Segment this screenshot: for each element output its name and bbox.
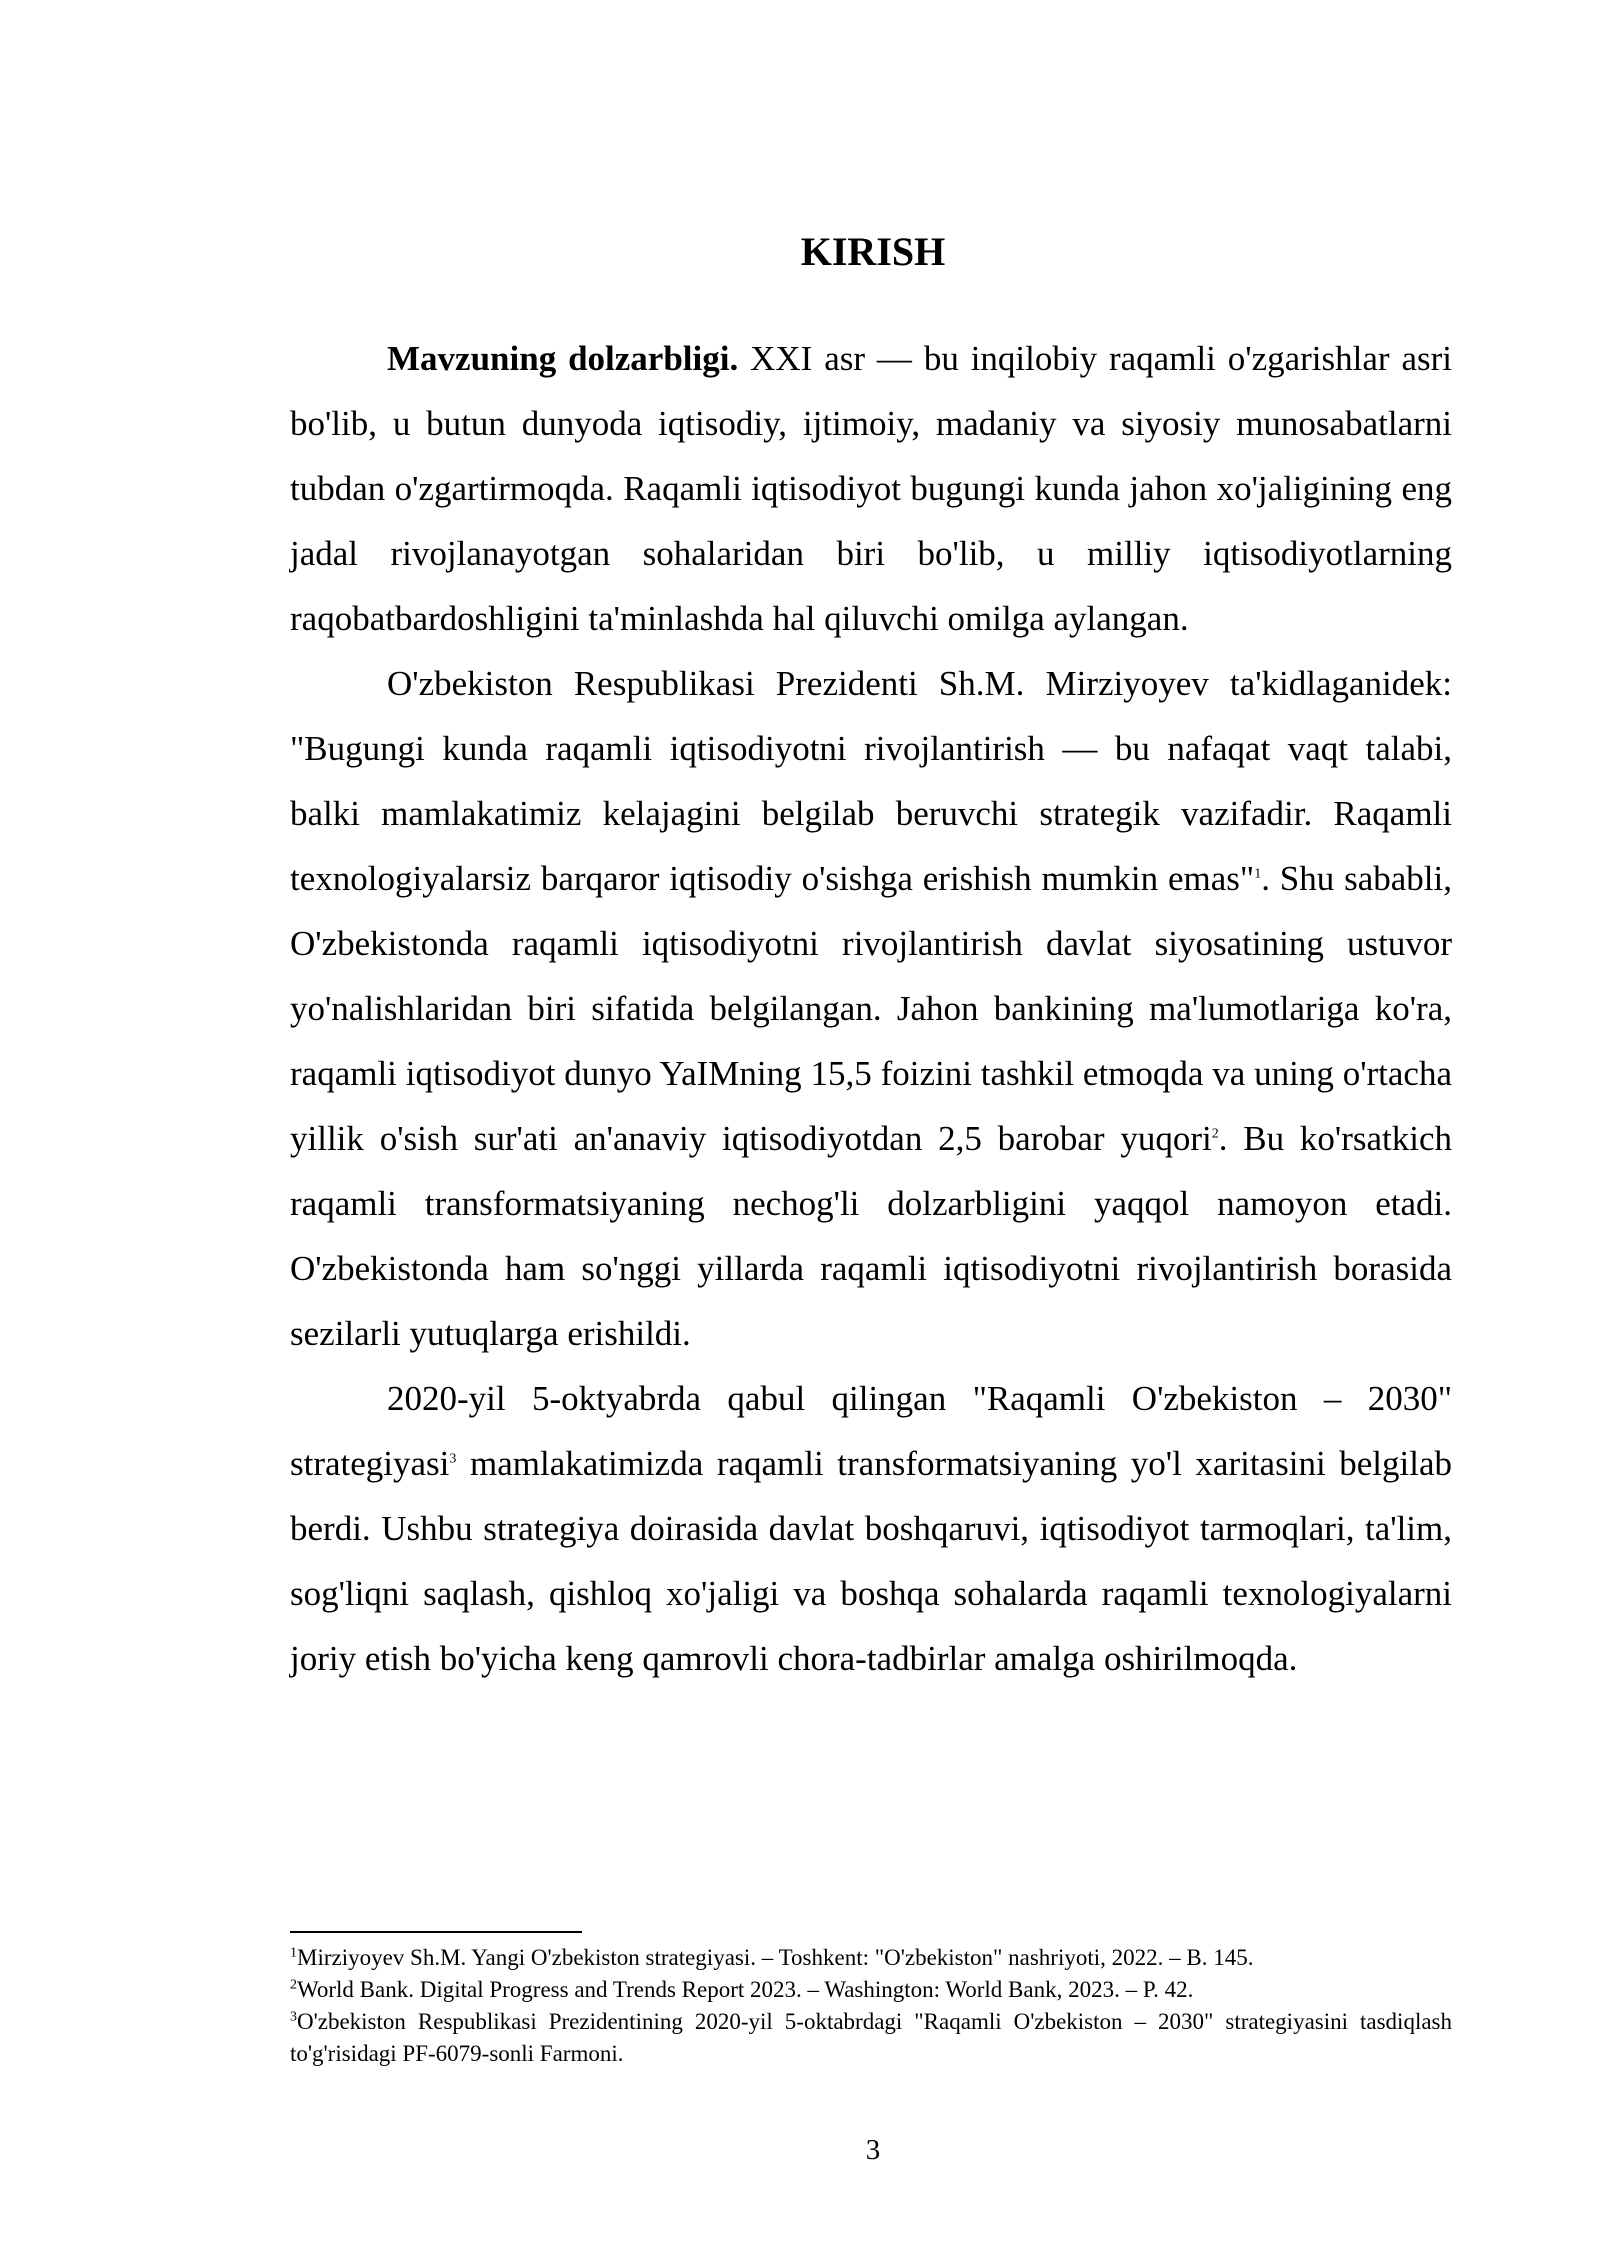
footnotes xyxy=(290,1942,1452,2070)
footnote xyxy=(290,1942,1452,1974)
paragraph-text: O'zbekiston Respublikasi Prezidenti Sh.M. Mirziyoyev ta'kidlaganidek: "Bugungi kunda raqamli iqtisodiyotni rivojlantirish — bu nafaqat vaqt talabi, balki mamlakatimiz kelajagini belgilab beruvchi strategik vazifadir. Raqamli texnologiyalarsiz barqaror iqtisodiy o'sishga erishish mumkin emas" xyxy=(290,664,1452,898)
paragraph-text: XXI asr — bu inqilobiy raqamli o'zgarishlar asri bo'lib, u butun dunyoda iqtisodiy, ijtimoiy, madaniy va siyosiy munosabatlarni tubdan o'zgartirmoqda. Raqamli iqtisodiyot bugungi kunda jahon xo'jaligining eng jadal rivojlanayotgan sohalaridan biri bo'lib, u milliy iqtisodiyotlarning raqobatbardoshligini ta'minlashda hal qiluvchi omilga aylangan. xyxy=(290,339,1452,638)
paragraph-text: 2020-yil 5-oktyabrda qabul qilingan "Raqamli O'zbekiston – 2030" strategiyasi xyxy=(290,1379,1452,1483)
footnote-number: 2 xyxy=(290,1977,297,1993)
page-number: 3 xyxy=(865,2134,881,2166)
page-title: KIRISH xyxy=(800,229,946,274)
paragraph-relevance xyxy=(290,326,1452,651)
footnote-text: World Bank. Digital Progress and Trends Report 2023. – Washington: World Bank, 2023. – P. 42. xyxy=(297,1977,1194,2002)
paragraph-text: . Shu sababli, O'zbekistonda raqamli iqtisodiyotni rivojlantirish davlat siyosatining ustuvor yo'nalishlaridan biri sifatida belgilangan. Jahon bankining ma'lumotlariga ko'ra, raqamli iqtisodiyot dunyo YaIMning 15,5 foizini tashkil etmoqda va uning o'rtacha yillik o'sish sur'ati an'anaviy iqtisodiyotdan 2,5 barobar yuqori xyxy=(290,859,1452,1158)
footnote-number: 3 xyxy=(290,2009,297,2025)
paragraph-president-quote xyxy=(290,651,1452,1366)
footnote-separator xyxy=(290,1931,582,1933)
footnote-reference: 2 xyxy=(1211,1126,1219,1142)
paragraph-text: . Bu ko'rsatkich raqamli transformatsiyaning nechog'li dolzarbligini yaqqol namoyon etadi. O'zbekistonda ham so'nggi yillarda raqamli iqtisodiyotni rivojlantirish borasida sezilarli yutuqlarga erishildi. xyxy=(290,1119,1452,1353)
paragraph-strategy xyxy=(290,1366,1452,1691)
footnote-text: O'zbekiston Respublikasi Prezidentining 2020-yil 5-oktabrdagi "Raqamli O'zbekiston – 2030" strategiyasini tasdiqlash to'g'risidagi PF-6079-sonli Farmoni. xyxy=(290,2009,1452,2066)
paragraph-lead-heading: Mavzuning dolzarbligi. xyxy=(387,339,739,378)
footnote-reference: 1 xyxy=(1254,866,1262,882)
footnote-number: 1 xyxy=(290,1945,297,1961)
footnote xyxy=(290,2006,1452,2070)
footnote-reference: 3 xyxy=(449,1451,457,1467)
footnote xyxy=(290,1974,1452,2006)
body-text xyxy=(290,326,1452,1691)
paragraph-text: mamlakatimizda raqamli transformatsiyaning yo'l xaritasini belgilab berdi. Ushbu strategiya doirasida davlat boshqaruvi, iqtisodiyot tarmoqlari, ta'lim, sog'liqni saqlash, qishloq xo'jaligi va boshqa sohalarda raqamli texnologiyalarni joriy etish bo'yicha keng qamrovli chora-tadbirlar amalga oshirilmoqda. xyxy=(290,1444,1452,1678)
footnote-text: Mirziyoyev Sh.M. Yangi O'zbekiston strategiyasi. – Toshkent: "O'zbekiston" nashriyoti, 2022. – B. 145. xyxy=(297,1945,1254,1970)
